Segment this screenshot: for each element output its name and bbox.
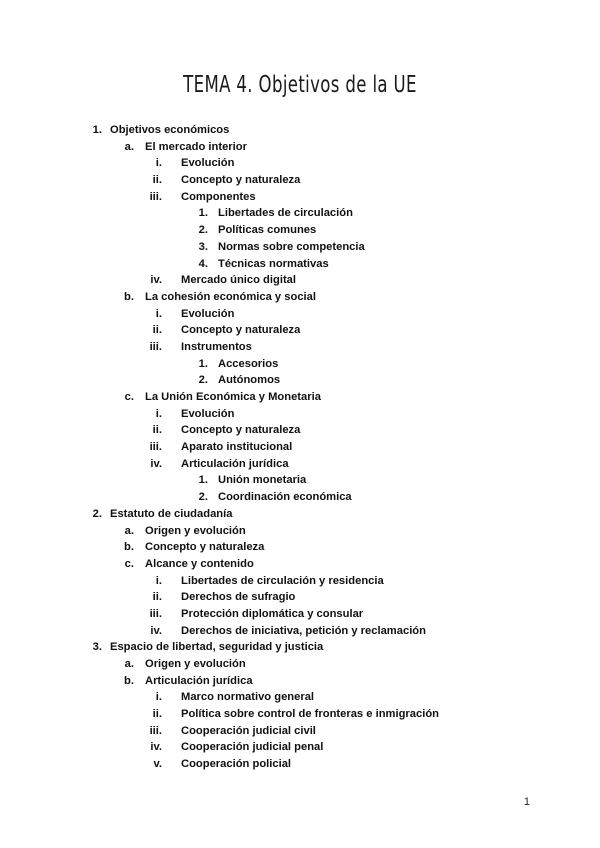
outline-item-marker: 1.	[198, 474, 208, 487]
outline-item-text: Libertades de circulación y residencia	[181, 574, 384, 587]
outline-item-marker: ii.	[152, 708, 162, 721]
outline-item-marker: iv.	[150, 741, 162, 754]
outline-item-text: Origen y evolución	[145, 658, 246, 670]
outline-item-text: Unión monetaria	[218, 474, 307, 487]
outline-item-marker: ii.	[152, 174, 162, 187]
outline-item-level-3	[0, 723, 600, 740]
outline-item-marker: 2.	[198, 491, 208, 504]
outline-item-marker: iii.	[149, 190, 162, 203]
outline-item-text: Mercado único digital	[181, 274, 296, 287]
outline-item-marker: ii.	[152, 591, 162, 604]
outline-item-level-4	[0, 372, 600, 389]
outline-item-marker: 1.	[92, 124, 102, 136]
outline-item-text: Política sobre control de fronteras e inmigración	[181, 708, 439, 721]
outline-item-text: Libertades de circulación	[218, 207, 353, 220]
outline-item-text: Accesorios	[218, 357, 279, 370]
outline-item-level-3	[0, 306, 600, 323]
outline-item-level-4	[0, 472, 600, 489]
page-number: 1	[523, 796, 530, 808]
outline-item-level-1	[0, 639, 600, 656]
outline-item-level-2	[0, 389, 600, 406]
outline-item-marker: b.	[124, 541, 134, 554]
outline-item-text: Alcance y contenido	[145, 557, 254, 570]
outline-item-level-3	[0, 189, 600, 206]
outline-item-level-3	[0, 172, 600, 189]
outline-item-text: Cooperación policial	[181, 758, 292, 771]
outline-item-text: Autónomos	[218, 374, 281, 387]
outline-item-marker: 1.	[198, 357, 208, 370]
outline-item-level-3	[0, 406, 600, 423]
page-title: TEMA 4. Objetivos de la UE	[183, 72, 417, 98]
outline-item-level-3	[0, 272, 600, 289]
outline-item-level-3	[0, 623, 600, 640]
outline-item-marker: c.	[124, 557, 134, 570]
outline-item-level-3	[0, 606, 600, 623]
outline-item-text: Articulación jurídica	[181, 457, 289, 470]
outline-item-marker: 1.	[198, 207, 208, 220]
outline-item-marker: i.	[155, 157, 162, 170]
outline-item-level-2	[0, 556, 600, 573]
outline-item-text: Origen y evolución	[145, 524, 246, 537]
outline-item-text: Evolución	[181, 307, 235, 320]
outline-item-text: El mercado interior	[145, 140, 247, 153]
outline-item-marker: ii.	[152, 324, 162, 337]
outline-item-text: Objetivos económicos	[110, 124, 230, 136]
outline-item-text: Evolución	[181, 407, 235, 420]
outline-item-level-4	[0, 239, 600, 256]
outline-item-marker: 3.	[92, 641, 102, 654]
outline-item-marker: i.	[155, 407, 162, 420]
outline-item-marker: 2.	[198, 224, 208, 237]
outline-item-text: Evolución	[181, 157, 235, 170]
outline-item-level-2	[0, 139, 600, 156]
outline-item-level-1	[0, 122, 600, 139]
outline-item-text: Normas sobre competencia	[218, 240, 365, 253]
outline-item-text: Instrumentos	[181, 340, 252, 353]
outline-item-marker: 4.	[198, 257, 208, 270]
outline-item-level-4	[0, 222, 600, 239]
outline-item-text: Políticas comunes	[218, 224, 317, 237]
outline-item-level-1	[0, 506, 600, 523]
outline-item-text: La cohesión económica y social	[145, 290, 316, 303]
outline-item-marker: iv.	[150, 274, 162, 287]
outline-item-text: La Unión Económica y Monetaria	[145, 391, 321, 403]
outline-item-marker: iii.	[149, 607, 162, 620]
outline-item-level-3	[0, 756, 600, 773]
outline-item-marker: v.	[153, 758, 162, 771]
outline-item-marker: iii.	[149, 724, 162, 737]
outline-item-level-2	[0, 673, 600, 690]
outline-item-marker: b.	[124, 290, 134, 303]
outline-item-level-2	[0, 539, 600, 556]
outline-item-level-3	[0, 439, 600, 456]
outline-item-marker: iii.	[149, 340, 162, 353]
outline-item-text: Técnicas normativas	[218, 257, 329, 270]
outline-item-text: Concepto y naturaleza	[181, 424, 301, 437]
outline-item-marker: 2.	[92, 507, 102, 520]
outline-item-text: Espacio de libertad, seguridad y justicia	[110, 641, 324, 654]
outline-item-text: Estatuto de ciudadanía	[110, 507, 233, 520]
outline-item-marker: a.	[124, 524, 134, 537]
outline-item-marker: i.	[155, 574, 162, 587]
outline-item-text: Derechos de iniciativa, petición y reclamación	[181, 624, 426, 637]
outline-item-text: Concepto y naturaleza	[145, 541, 265, 554]
outline-item-level-3	[0, 155, 600, 172]
outline-item-level-3	[0, 422, 600, 439]
outline-item-marker: b.	[124, 674, 134, 687]
outline-list	[0, 122, 600, 773]
outline-item-level-4	[0, 256, 600, 273]
outline-item-text: Derechos de sufragio	[181, 591, 296, 604]
outline-item-text: Aparato institucional	[181, 441, 293, 454]
outline-item-text: Cooperación judicial penal	[181, 741, 324, 754]
outline-item-marker: i.	[155, 691, 162, 704]
outline-item-level-3	[0, 589, 600, 606]
outline-item-level-3	[0, 689, 600, 706]
outline-item-marker: iv.	[150, 457, 162, 470]
outline-item-text: Marco normativo general	[181, 691, 315, 704]
outline-item-level-3	[0, 322, 600, 339]
outline-item-text: Cooperación judicial civil	[181, 724, 316, 737]
outline-item-level-3	[0, 706, 600, 723]
outline-item-level-4	[0, 356, 600, 373]
outline-item-text: Protección diplomática y consular	[181, 607, 364, 620]
outline-item-level-3	[0, 456, 600, 473]
outline-item-marker: i.	[155, 307, 162, 320]
outline-item-marker: iv.	[150, 624, 162, 637]
outline-item-level-3	[0, 573, 600, 590]
outline-item-level-2	[0, 289, 600, 306]
outline-item-level-3	[0, 339, 600, 356]
outline-item-level-4	[0, 205, 600, 222]
outline-item-text: Articulación jurídica	[145, 674, 253, 687]
outline-item-marker: a.	[124, 658, 134, 670]
outline-item-text: Componentes	[181, 190, 256, 203]
outline-item-text: Concepto y naturaleza	[181, 174, 301, 187]
outline-item-text: Concepto y naturaleza	[181, 324, 301, 337]
outline-item-level-3	[0, 739, 600, 756]
outline-item-level-2	[0, 656, 600, 673]
outline-item-marker: 2.	[198, 374, 208, 387]
outline-item-marker: c.	[124, 391, 134, 403]
outline-item-marker: ii.	[152, 424, 162, 437]
outline-item-level-4	[0, 489, 600, 506]
outline-item-level-2	[0, 523, 600, 540]
outline-item-text: Coordinación económica	[218, 491, 352, 504]
outline-item-marker: 3.	[198, 240, 208, 253]
outline-item-marker: a.	[124, 140, 134, 153]
outline-item-marker: iii.	[149, 441, 162, 454]
